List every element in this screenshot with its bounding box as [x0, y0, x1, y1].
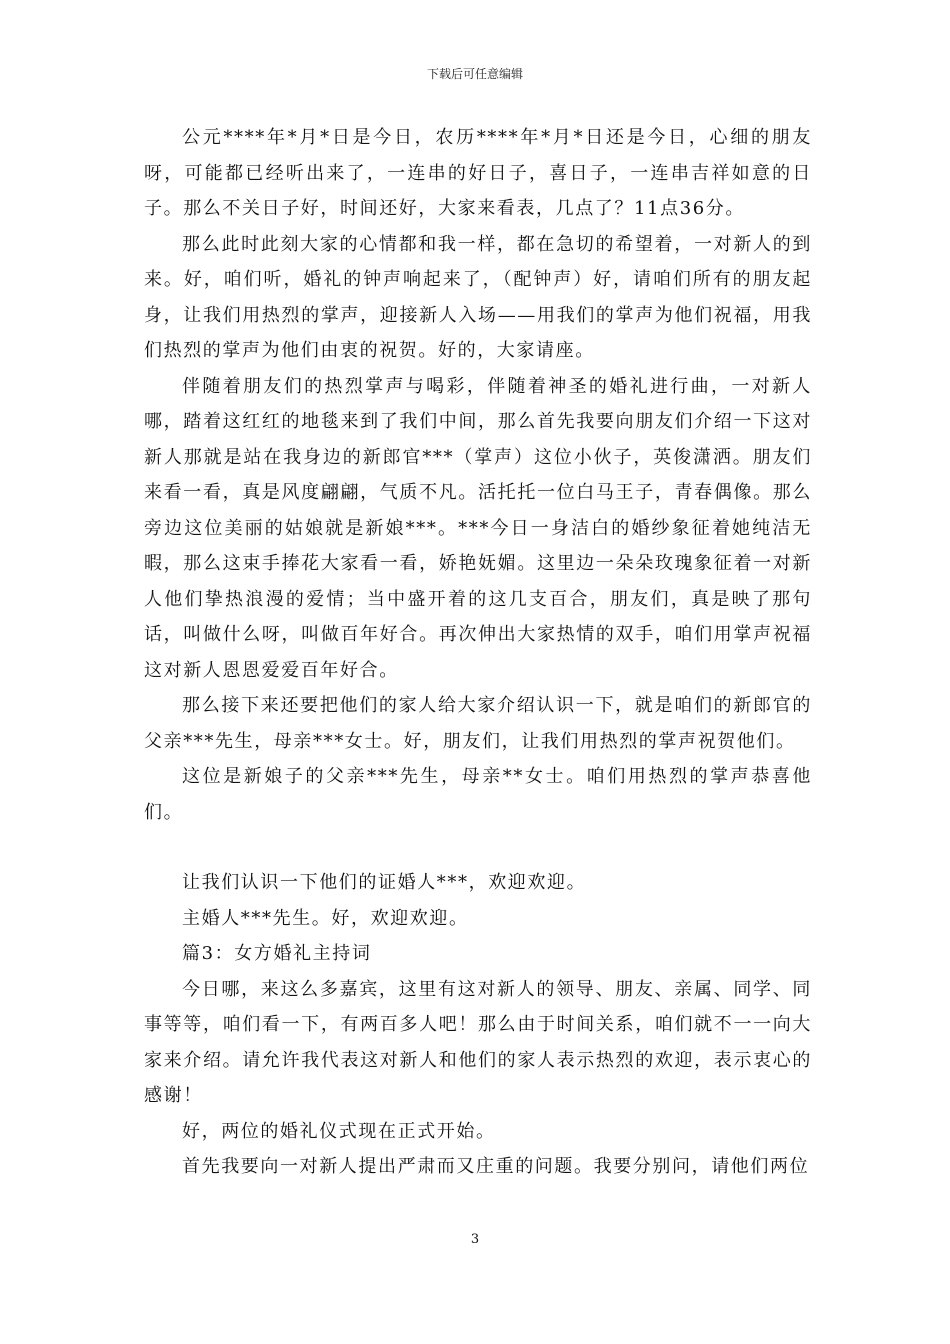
paragraph: 首先我要向一对新人提出严肃而又庄重的问题。我要分别问，请他们两位 — [182, 1156, 810, 1177]
paragraph: 好，两位的婚礼仪式现在正式开始。 — [182, 1120, 496, 1142]
paragraph: 主婚人***先生。好，欢迎欢迎。 — [182, 907, 469, 929]
paragraph: 那么此时此刻大家的心情都和我一样，都在急切的希望着，一对新人的到来。好，咱们听，婚礼的钟声响起来了，（配钟声）好，请咱们所有的朋友起身，让我们用热烈的掌声，迎接新人入场——用我们的掌声为他们祝福，用我们热烈的掌声为他们由衷的祝贺。好的，大家请座。 — [144, 233, 812, 361]
document-body — [144, 120, 812, 1185]
page-number: 3 — [470, 1232, 480, 1247]
paragraph: 公元****年*月*日是今日，农历****年*月*日还是今日，心细的朋友呀，可能都已经听出来了，一连串的好日子，喜日子，一连串吉祥如意的日子。那么不关日子好，时间还好，大家来看表，几点了？11点36分。 — [144, 127, 812, 219]
paragraph: 这位是新娘子的父亲***先生，母亲**女士。咱们用热烈的掌声恭喜他们。 — [144, 766, 812, 823]
page-header: 下载后可任意编辑 — [426, 67, 523, 81]
paragraph: 让我们认识一下他们的证婚人***，欢迎欢迎。 — [182, 872, 587, 893]
paragraph: 今日哪，来这么多嘉宾，这里有这对新人的领导、朋友、亲属、同学、同事等等，咱们看一下，有两百多人吧！那么由于时间关系，咱们就不一一向大家来介绍。请允许我代表这对新人和他们的家人表示热烈的欢迎，表示衷心的感谢！ — [144, 978, 812, 1106]
paragraph: 伴随着朋友们的热烈掌声与喝彩，伴随着神圣的婚礼进行曲，一对新人哪，踏着这红红的地毯来到了我们中间，那么首先我要向朋友们介绍一下这对新人那就是站在我身边的新郎官***（掌声）这位小伙子，英俊潇洒。朋友们来看一看，真是风度翩翩，气质不凡。活托托一位白马王子，青春偶像。那么旁边这位美丽的姑娘就是新娘***。***今日一身洁白的婚纱象征着她纯洁无暇，那么这束手捧花大家看一看，娇艳妩媚。这里边一朵朵玫瑰象征着一对新人他们挚热浪漫的爱情；当中盛开着的这几支百合，朋友们，真是映了那句话，叫做什么呀，叫做百年好合。再次伸出大家热情的双手，咱们用掌声祝福这对新人恩恩爱爱百年好合。 — [144, 375, 812, 681]
section-heading: 篇3：女方婚礼主持词 — [182, 943, 372, 964]
paragraph: 那么接下来还要把他们的家人给大家介绍认识一下，就是咱们的新郎官的父亲***先生，母亲***女士。好，朋友们，让我们用热烈的掌声祝贺他们。 — [144, 695, 812, 752]
blank-line — [144, 830, 812, 865]
